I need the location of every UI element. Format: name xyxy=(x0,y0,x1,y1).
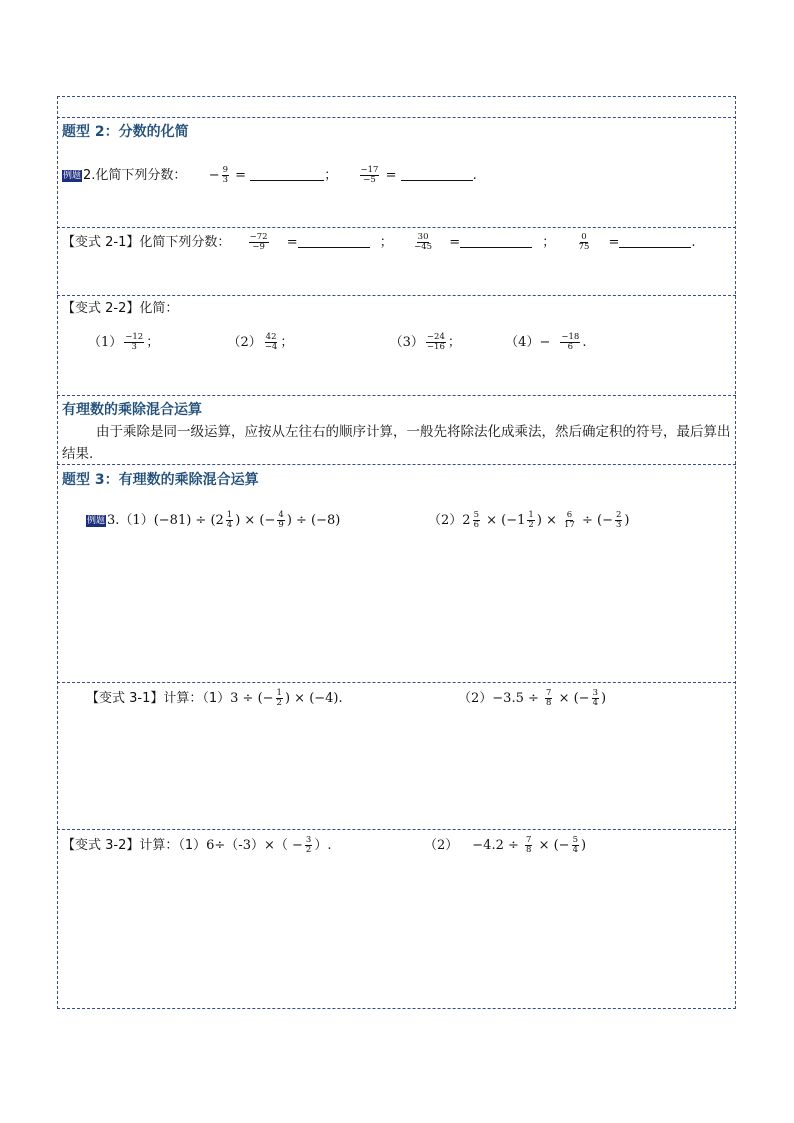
expression-part: 2 xyxy=(462,513,471,528)
expression-part: × (−1 xyxy=(481,513,526,528)
expression-part: × (− xyxy=(554,691,590,706)
example-badge: 例题 xyxy=(87,516,106,526)
fraction: $\frac{0}{75}$ xyxy=(578,232,590,252)
problem-prefix: （2） xyxy=(458,691,493,706)
item-number: （3） xyxy=(389,335,424,350)
fraction: $\frac{1}{2}$ xyxy=(528,510,534,530)
variant-label: 【变式 3-1】计算：（1） xyxy=(86,691,231,706)
answer-blank[interactable] xyxy=(401,180,473,181)
fraction: $\frac{5}{4}$ xyxy=(572,835,578,855)
divider xyxy=(57,829,736,830)
fraction: $\frac{-72}{-9}$ xyxy=(249,232,268,252)
example-3-part-1 xyxy=(86,511,340,530)
divider xyxy=(57,295,736,296)
equals-sign: = xyxy=(286,235,298,250)
expression-part: ) xyxy=(580,838,587,853)
separator: ； xyxy=(280,335,294,350)
expression-part: ) × (−4). xyxy=(284,691,343,706)
minus-sign: − xyxy=(208,168,220,183)
expression-part: × (− xyxy=(534,838,570,853)
fraction: $\frac{-24}{-16}$ xyxy=(426,332,445,352)
separator: ； xyxy=(447,335,461,350)
item-number: （4） xyxy=(505,335,540,350)
fraction: $\frac{30}{-45}$ xyxy=(414,232,433,252)
knowledge-heading: 有理数的乘除混合运算 xyxy=(62,402,202,418)
divider xyxy=(57,682,736,683)
separator: ； xyxy=(379,235,393,250)
item-number: （1） xyxy=(88,335,123,350)
expression-part: ) × xyxy=(536,513,562,528)
divider xyxy=(57,227,736,228)
fraction: $\frac{5}{6}$ xyxy=(473,510,479,530)
variant-3-2-part-2 xyxy=(424,836,586,855)
problem-prefix: 3.（1） xyxy=(107,513,154,528)
expression-part: ) xyxy=(600,691,607,706)
expression-part: −3.5 ÷ xyxy=(492,691,544,706)
fraction: $\frac{9}{3}$ xyxy=(222,165,229,185)
equals-sign: = xyxy=(449,235,461,250)
example-2 xyxy=(62,166,477,185)
separator: ； xyxy=(542,235,556,250)
separator: ； xyxy=(146,335,160,350)
equals-sign: = xyxy=(608,235,620,250)
expression-part: (−81) ÷ (2 xyxy=(153,513,224,528)
problem-prefix: （2） xyxy=(428,513,463,528)
fraction: $\frac{-18}{6}$ xyxy=(561,332,580,352)
expression-part: ) ÷ (−8) xyxy=(286,513,341,528)
equals-sign: = xyxy=(385,168,397,183)
example-label: 2.化简下列分数： xyxy=(83,168,187,183)
section-heading: 题型 2：分数的化简 xyxy=(62,124,189,140)
fraction: $\frac{-12}{3}$ xyxy=(125,332,144,352)
variant-3-1-part-1 xyxy=(86,689,343,708)
fraction: $\frac{1}{4}$ xyxy=(226,510,233,530)
knowledge-text: 由于乘除是同一级运算，应按从左往右的顺序计算，一般先将除法化成乘法，然后确定积的符号，最后算出结果. xyxy=(62,424,731,462)
variant-2-1 xyxy=(62,233,696,252)
fraction: $\frac{4}{9}$ xyxy=(278,510,284,530)
divider xyxy=(57,117,736,118)
expression-part: ÷ (− xyxy=(577,513,613,528)
fraction: $\frac{42}{-4}$ xyxy=(264,332,278,352)
fraction: $\frac{-17}{-5}$ xyxy=(360,165,379,185)
section-heading: 题型 3：有理数的乘除混合运算 xyxy=(62,472,259,488)
answer-blank[interactable] xyxy=(250,180,324,181)
expression-part: ) × (− xyxy=(235,513,276,528)
expression-part: 6÷（-3）×（ − xyxy=(206,838,303,853)
variant-3-1-part-2 xyxy=(458,689,606,708)
fraction: $\frac{7}{8}$ xyxy=(546,688,552,708)
example-badge: 例题 xyxy=(63,171,82,181)
answer-blank[interactable] xyxy=(298,247,370,248)
end-period: . xyxy=(691,235,696,250)
fraction: $\frac{1}{2}$ xyxy=(276,688,282,708)
equals-sign: = xyxy=(235,168,247,183)
variant-label: 【变式 2-1】化简下列分数： xyxy=(62,235,231,250)
fraction: $\frac{7}{8}$ xyxy=(526,835,532,855)
problem-prefix: （2） xyxy=(424,838,459,853)
end-period: . xyxy=(582,335,587,350)
end-period: . xyxy=(472,168,477,183)
fraction: $\frac{2}{3}$ xyxy=(616,510,622,530)
divider xyxy=(57,395,736,396)
expression-part: ) xyxy=(624,513,630,528)
variant-3-2-part-1 xyxy=(62,836,331,855)
item-number: （2） xyxy=(227,335,262,350)
example-3-part-2 xyxy=(428,511,630,530)
variant-2-2-items xyxy=(88,333,586,352)
answer-blank[interactable] xyxy=(619,247,691,248)
expression-part: ）. xyxy=(314,838,332,853)
variant-label: 【变式 3-2】计算：（1） xyxy=(62,838,207,853)
minus-sign: − xyxy=(539,335,551,350)
answer-blank[interactable] xyxy=(460,247,532,248)
fraction: $\frac{3}{4}$ xyxy=(592,688,598,708)
fraction: $\frac{3}{2}$ xyxy=(305,835,312,855)
expression-part: −4.2 ÷ xyxy=(472,838,524,853)
expression-part: 3 ÷ (− xyxy=(230,691,274,706)
separator: ； xyxy=(324,168,338,183)
fraction: $\frac{6}{17}$ xyxy=(564,510,575,530)
variant-2-2-label: 【变式 2-2】化简： xyxy=(62,301,179,316)
